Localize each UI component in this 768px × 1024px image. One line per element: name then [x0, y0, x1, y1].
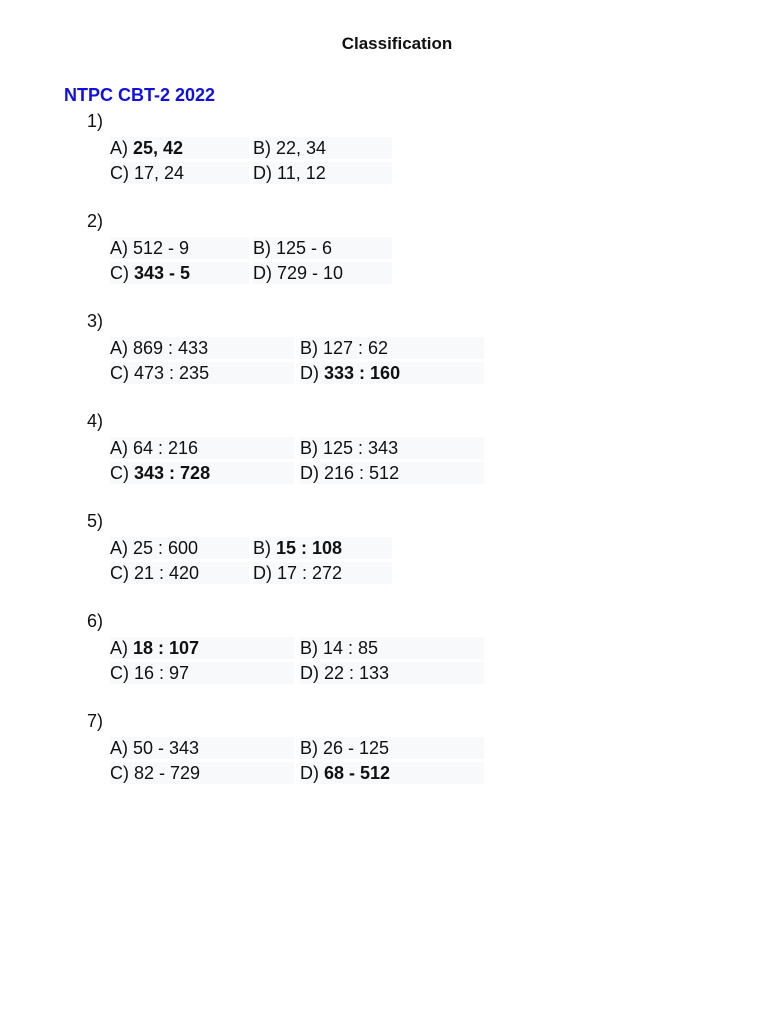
option-c: [110, 162, 249, 184]
option-value: 127 : 62: [323, 337, 389, 358]
option-value-answer: 343 : 728: [134, 462, 211, 483]
option-row: [110, 635, 727, 660]
option-letter: D): [300, 662, 319, 683]
option-d: [300, 462, 484, 484]
option-c: [110, 262, 249, 284]
question-number: 6): [87, 611, 104, 631]
option-value: 25 : 600: [133, 537, 199, 558]
question-3: [87, 310, 727, 385]
option-letter: C): [110, 362, 129, 383]
option-letter: B): [253, 537, 271, 558]
option-letter: A): [110, 737, 128, 758]
option-letter: A): [110, 537, 128, 558]
option-value-answer: 343 - 5: [134, 262, 191, 283]
option-b: [300, 437, 484, 459]
option-c: [110, 462, 294, 484]
option-value-answer: 25, 42: [133, 137, 184, 158]
option-value: 16 : 97: [134, 662, 190, 683]
page-title: Classification: [341, 34, 453, 53]
question-number: 1): [87, 111, 104, 131]
option-a: [110, 337, 294, 359]
option-value: 729 - 10: [277, 262, 344, 283]
option-letter: B): [300, 437, 318, 458]
option-value: 125 : 343: [323, 437, 399, 458]
option-letter: D): [253, 562, 272, 583]
question-number: 2): [87, 211, 104, 231]
option-row: [110, 260, 727, 285]
option-row: [110, 360, 727, 385]
option-value: 64 : 216: [133, 437, 199, 458]
option-letter: D): [300, 462, 319, 483]
question-number: 5): [87, 511, 104, 531]
option-d: [253, 262, 392, 284]
question-5: [87, 510, 727, 585]
option-row: [110, 335, 727, 360]
option-d: [253, 562, 392, 584]
option-row: [110, 460, 727, 485]
option-c: [110, 762, 294, 784]
option-letter: D): [253, 262, 272, 283]
option-value: 22 : 133: [324, 662, 390, 683]
option-a: [110, 137, 249, 159]
option-letter: C): [110, 662, 129, 683]
option-row: [110, 535, 727, 560]
option-value: 216 : 512: [324, 462, 400, 483]
question-number: 3): [87, 311, 104, 331]
option-value: 21 : 420: [134, 562, 200, 583]
option-value: 11, 12: [277, 162, 326, 183]
option-row: [110, 560, 727, 585]
option-value: 512 - 9: [133, 237, 190, 258]
option-row: [110, 235, 727, 260]
option-c: [110, 562, 249, 584]
question-number: 7): [87, 711, 104, 731]
question-list: [87, 110, 727, 810]
question-7: [87, 710, 727, 785]
option-a: [110, 537, 249, 559]
option-letter: B): [300, 337, 318, 358]
option-letter: A): [110, 337, 128, 358]
option-value-answer: 18 : 107: [133, 637, 200, 658]
question-4: [87, 410, 727, 485]
option-letter: A): [110, 637, 128, 658]
option-value: 26 - 125: [323, 737, 390, 758]
option-letter: A): [110, 437, 128, 458]
question-number: 4): [87, 411, 104, 431]
option-value: 869 : 433: [133, 337, 209, 358]
question-2: [87, 210, 727, 285]
option-b: [300, 637, 484, 659]
option-b: [300, 337, 484, 359]
option-a: [110, 737, 294, 759]
option-value: 50 - 343: [133, 737, 200, 758]
section-heading: NTPC CBT-2 2022: [64, 85, 216, 105]
option-letter: C): [110, 162, 129, 183]
option-d: [300, 362, 484, 384]
option-b: [300, 737, 484, 759]
option-c: [110, 662, 294, 684]
option-row: [110, 435, 727, 460]
question-6: [87, 610, 727, 685]
option-value-answer: 15 : 108: [276, 537, 343, 558]
option-letter: B): [253, 137, 271, 158]
option-value: 82 - 729: [134, 762, 201, 783]
option-row: [110, 735, 727, 760]
option-value: 473 : 235: [134, 362, 210, 383]
option-a: [110, 237, 249, 259]
option-value: 22, 34: [276, 137, 327, 158]
option-letter: A): [110, 237, 128, 258]
option-letter: D): [253, 162, 272, 183]
option-b: [253, 237, 392, 259]
option-row: [110, 135, 727, 160]
option-value: 17 : 272: [277, 562, 343, 583]
option-value: 17, 24: [134, 162, 185, 183]
question-1: [87, 110, 727, 185]
option-a: [110, 637, 294, 659]
option-letter: C): [110, 562, 129, 583]
option-letter: C): [110, 462, 129, 483]
option-value-answer: 68 - 512: [324, 762, 391, 783]
option-letter: B): [253, 237, 271, 258]
option-letter: B): [300, 737, 318, 758]
option-letter: C): [110, 262, 129, 283]
option-letter: D): [300, 362, 319, 383]
option-letter: C): [110, 762, 129, 783]
option-row: [110, 160, 727, 185]
option-row: [110, 760, 727, 785]
option-a: [110, 437, 294, 459]
option-value: 125 - 6: [276, 237, 333, 258]
option-letter: D): [300, 762, 319, 783]
option-row: [110, 660, 727, 685]
option-value: 14 : 85: [323, 637, 379, 658]
option-b: [253, 537, 392, 559]
option-letter: B): [300, 637, 318, 658]
option-d: [253, 162, 392, 184]
option-b: [253, 137, 392, 159]
option-d: [300, 762, 484, 784]
option-letter: A): [110, 137, 128, 158]
option-d: [300, 662, 484, 684]
option-value-answer: 333 : 160: [324, 362, 401, 383]
option-c: [110, 362, 294, 384]
